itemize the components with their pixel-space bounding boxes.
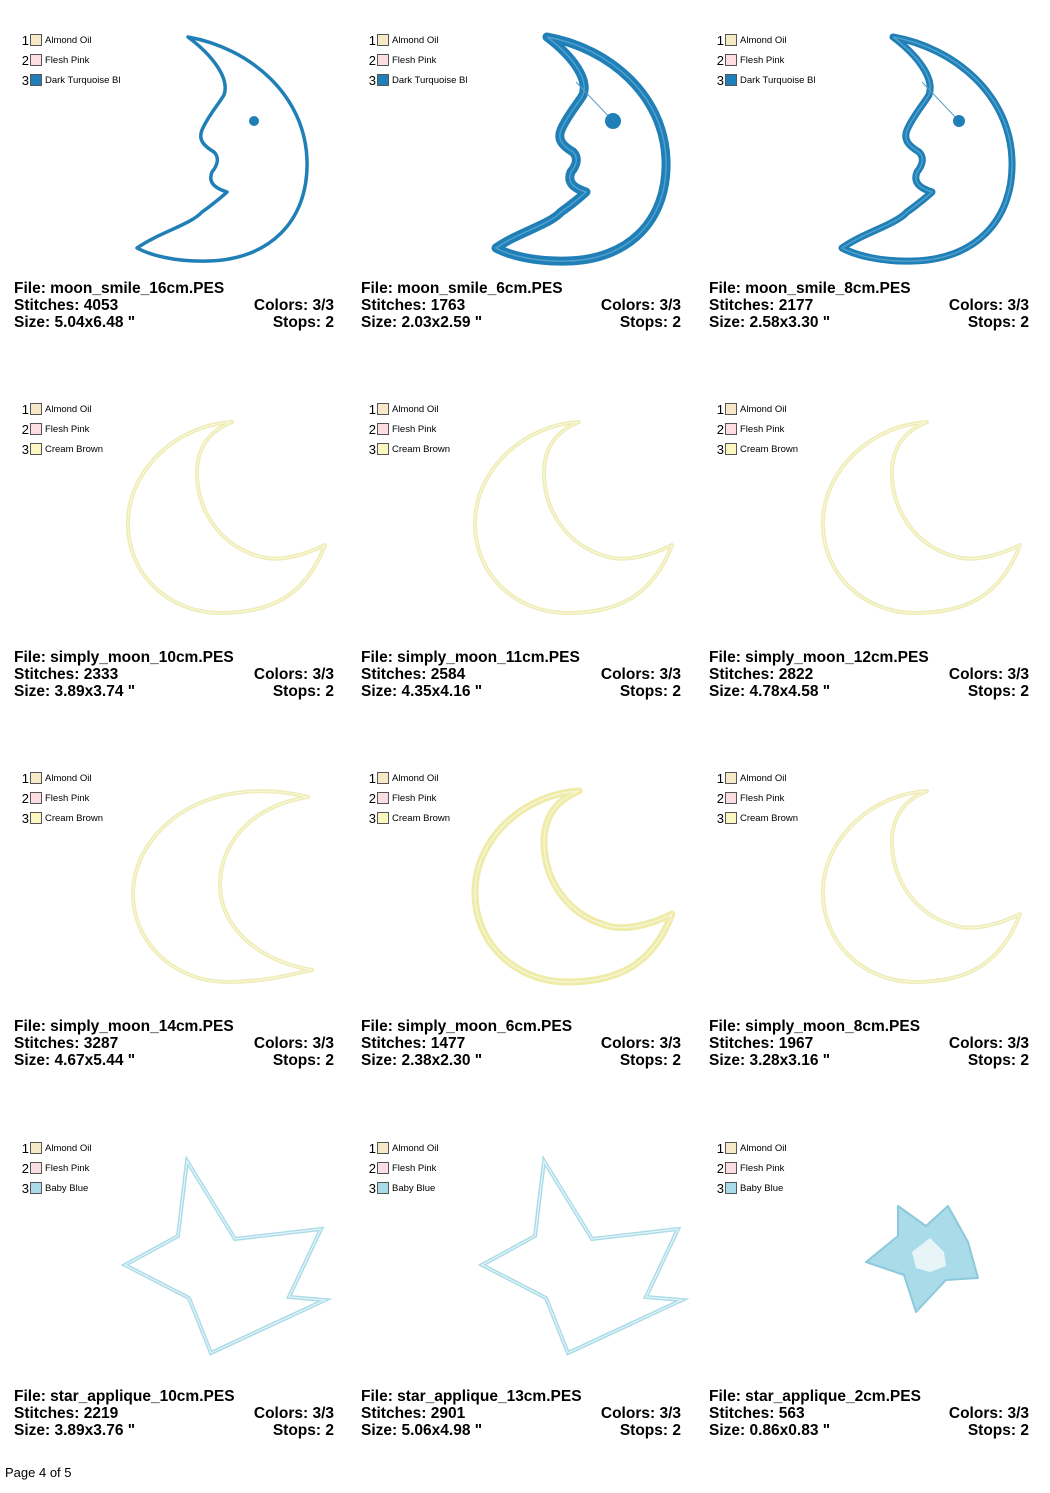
design-size: Size: 2.58x3.30 " — [709, 314, 831, 331]
info-stitches-row — [709, 1035, 1029, 1052]
thread-name: Dark Turquoise Bl — [392, 74, 468, 86]
thread-number: 2 — [21, 1160, 29, 1176]
stitch-count: Stitches: 4053 — [14, 297, 119, 314]
thread-legend — [366, 399, 450, 459]
thread-legend — [714, 768, 798, 828]
thread-name: Almond Oil — [45, 1142, 92, 1154]
thread-color-swatch — [377, 772, 389, 784]
file-name: File: simply_moon_6cm.PES — [361, 1018, 573, 1035]
thread-row — [366, 439, 450, 459]
design-card — [709, 1133, 1039, 1493]
thread-name: Almond Oil — [740, 772, 787, 784]
info-size-row — [361, 683, 681, 700]
thread-color-swatch — [377, 1162, 389, 1174]
thread-name: Almond Oil — [45, 772, 92, 784]
thread-color-swatch — [725, 423, 737, 435]
file-name: File: star_applique_10cm.PES — [14, 1388, 235, 1405]
thread-row — [366, 30, 468, 50]
thread-row — [366, 1158, 438, 1178]
thread-row — [19, 1158, 91, 1178]
info-file-row — [14, 649, 334, 666]
info-stitches-row — [14, 297, 334, 314]
thread-color-swatch — [725, 403, 737, 415]
thread-name: Almond Oil — [392, 403, 439, 415]
color-count: Colors: 3/3 — [600, 297, 681, 314]
thread-row — [19, 70, 121, 90]
design-info — [361, 280, 681, 331]
color-count: Colors: 3/3 — [948, 666, 1029, 683]
design-size: Size: 3.28x3.16 " — [709, 1052, 831, 1069]
design-size: Size: 3.89x3.76 " — [14, 1422, 136, 1439]
stop-count: Stops: 2 — [967, 1052, 1029, 1069]
thread-color-swatch — [725, 74, 737, 86]
info-file-row — [361, 1018, 681, 1035]
thread-name: Flesh Pink — [740, 423, 785, 435]
page-number: Page 4 of 5 — [5, 1465, 72, 1480]
thread-number: 3 — [368, 441, 376, 457]
info-size-row — [361, 1422, 681, 1439]
thread-row — [19, 768, 103, 788]
design-size: Size: 4.78x4.58 " — [709, 683, 831, 700]
thread-number: 1 — [716, 770, 724, 786]
thread-number: 3 — [21, 441, 29, 457]
design-info — [709, 280, 1029, 331]
stitch-count: Stitches: 2219 — [14, 1405, 119, 1422]
info-file-row — [709, 1388, 1029, 1405]
info-size-row — [709, 314, 1029, 331]
thread-number: 3 — [716, 1180, 724, 1196]
file-name: File: simply_moon_8cm.PES — [709, 1018, 921, 1035]
thread-row — [19, 419, 103, 439]
design-info — [361, 649, 681, 700]
file-name: File: moon_smile_6cm.PES — [361, 280, 563, 297]
thread-number: 1 — [21, 32, 29, 48]
stitch-count: Stitches: 1477 — [361, 1035, 466, 1052]
stop-count: Stops: 2 — [967, 1422, 1029, 1439]
color-count: Colors: 3/3 — [948, 1405, 1029, 1422]
thread-name: Almond Oil — [392, 34, 439, 46]
thread-color-swatch — [377, 74, 389, 86]
thread-name: Baby Blue — [740, 1182, 784, 1194]
design-size: Size: 2.03x2.59 " — [361, 314, 483, 331]
thread-color-swatch — [30, 54, 42, 66]
thread-color-swatch — [30, 443, 42, 455]
thread-number: 2 — [368, 790, 376, 806]
file-name: File: simply_moon_11cm.PES — [361, 649, 580, 666]
thread-row — [714, 808, 798, 828]
info-file-row — [709, 1018, 1029, 1035]
thread-row — [366, 399, 450, 419]
thread-color-swatch — [30, 1182, 42, 1194]
thread-color-swatch — [377, 423, 389, 435]
file-name: File: star_applique_13cm.PES — [361, 1388, 582, 1405]
thread-name: Almond Oil — [740, 1142, 787, 1154]
thread-row — [714, 30, 816, 50]
thread-number: 2 — [368, 1160, 376, 1176]
thread-color-swatch — [725, 1142, 737, 1154]
info-size-row — [709, 1422, 1029, 1439]
thread-color-swatch — [30, 403, 42, 415]
thread-row — [366, 808, 450, 828]
color-count: Colors: 3/3 — [948, 297, 1029, 314]
info-file-row — [361, 1388, 681, 1405]
thread-color-swatch — [30, 74, 42, 86]
thread-number: 1 — [21, 401, 29, 417]
stitch-count: Stitches: 2822 — [709, 666, 814, 683]
thread-number: 3 — [716, 72, 724, 88]
thread-legend — [366, 1138, 438, 1198]
thread-color-swatch — [725, 1162, 737, 1174]
thread-color-swatch — [30, 792, 42, 804]
color-count: Colors: 3/3 — [600, 1035, 681, 1052]
thread-color-swatch — [30, 1162, 42, 1174]
thread-number: 2 — [21, 421, 29, 437]
thread-row — [714, 1178, 786, 1198]
thread-legend — [366, 768, 450, 828]
info-file-row — [361, 649, 681, 666]
stitch-count: Stitches: 1967 — [709, 1035, 814, 1052]
thread-color-swatch — [725, 772, 737, 784]
thread-color-swatch — [377, 1182, 389, 1194]
thread-row — [366, 768, 450, 788]
stop-count: Stops: 2 — [272, 314, 334, 331]
thread-color-swatch — [725, 443, 737, 455]
thread-number: 2 — [716, 790, 724, 806]
stop-count: Stops: 2 — [619, 314, 681, 331]
thread-row — [366, 788, 450, 808]
thread-row — [19, 1138, 91, 1158]
thread-number: 1 — [716, 401, 724, 417]
thread-name: Flesh Pink — [392, 792, 437, 804]
thread-number: 1 — [368, 1140, 376, 1156]
stitch-count: Stitches: 1763 — [361, 297, 466, 314]
design-info — [14, 1388, 334, 1439]
thread-number: 3 — [716, 441, 724, 457]
design-info — [361, 1388, 681, 1439]
thread-name: Flesh Pink — [45, 54, 90, 66]
thread-color-swatch — [725, 812, 737, 824]
info-size-row — [709, 683, 1029, 700]
thread-name: Flesh Pink — [740, 54, 785, 66]
stop-count: Stops: 2 — [272, 1422, 334, 1439]
thread-row — [19, 788, 103, 808]
thread-number: 1 — [368, 770, 376, 786]
thread-color-swatch — [377, 812, 389, 824]
info-file-row — [14, 1018, 334, 1035]
info-size-row — [14, 1422, 334, 1439]
thread-color-swatch — [377, 1142, 389, 1154]
thread-number: 1 — [21, 770, 29, 786]
thread-name: Almond Oil — [45, 34, 92, 46]
thread-color-swatch — [725, 54, 737, 66]
thread-row — [714, 419, 798, 439]
info-stitches-row — [14, 666, 334, 683]
design-info — [14, 649, 334, 700]
info-file-row — [14, 1388, 334, 1405]
thread-color-swatch — [30, 34, 42, 46]
info-stitches-row — [709, 297, 1029, 314]
info-file-row — [709, 649, 1029, 666]
info-size-row — [14, 1052, 334, 1069]
thread-legend — [19, 399, 103, 459]
thread-row — [366, 1138, 438, 1158]
thread-number: 1 — [716, 1140, 724, 1156]
design-info — [709, 1388, 1029, 1439]
design-size: Size: 5.04x6.48 " — [14, 314, 136, 331]
stitch-count: Stitches: 2333 — [14, 666, 119, 683]
thread-name: Cream Brown — [45, 443, 104, 455]
info-stitches-row — [14, 1405, 334, 1422]
stitch-count: Stitches: 2901 — [361, 1405, 466, 1422]
info-size-row — [361, 1052, 681, 1069]
thread-row — [19, 50, 121, 70]
color-count: Colors: 3/3 — [253, 297, 334, 314]
thread-number: 1 — [21, 1140, 29, 1156]
design-card — [14, 763, 344, 1123]
thread-color-swatch — [30, 1142, 42, 1154]
thread-number: 2 — [368, 421, 376, 437]
thread-row — [714, 50, 816, 70]
design-size: Size: 3.89x3.74 " — [14, 683, 136, 700]
design-card — [709, 25, 1039, 385]
thread-color-swatch — [725, 792, 737, 804]
design-info — [14, 1018, 334, 1069]
thread-legend — [19, 1138, 91, 1198]
color-count: Colors: 3/3 — [253, 666, 334, 683]
thread-number: 2 — [368, 52, 376, 68]
design-size: Size: 2.38x2.30 " — [361, 1052, 483, 1069]
thread-number: 2 — [21, 790, 29, 806]
info-stitches-row — [14, 1035, 334, 1052]
stitch-count: Stitches: 3287 — [14, 1035, 119, 1052]
thread-color-swatch — [377, 792, 389, 804]
thread-name: Cream Brown — [740, 812, 799, 824]
thread-name: Almond Oil — [45, 403, 92, 415]
info-file-row — [361, 280, 681, 297]
info-file-row — [14, 280, 334, 297]
info-size-row — [709, 1052, 1029, 1069]
thread-legend — [19, 768, 103, 828]
design-info — [709, 649, 1029, 700]
thread-legend — [19, 30, 121, 90]
thread-color-swatch — [30, 423, 42, 435]
stop-count: Stops: 2 — [272, 1052, 334, 1069]
thread-name: Dark Turquoise Bl — [740, 74, 816, 86]
thread-number: 3 — [368, 72, 376, 88]
thread-number: 2 — [716, 1160, 724, 1176]
thread-row — [19, 30, 121, 50]
thread-name: Cream Brown — [45, 812, 104, 824]
thread-number: 1 — [368, 401, 376, 417]
thread-name: Flesh Pink — [740, 1162, 785, 1174]
thread-name: Cream Brown — [392, 812, 451, 824]
thread-color-swatch — [725, 34, 737, 46]
color-count: Colors: 3/3 — [948, 1035, 1029, 1052]
stitch-count: Stitches: 2584 — [361, 666, 466, 683]
thread-color-swatch — [725, 1182, 737, 1194]
thread-row — [714, 1158, 786, 1178]
design-card — [14, 394, 344, 754]
stitch-count: Stitches: 563 — [709, 1405, 805, 1422]
thread-color-swatch — [377, 443, 389, 455]
thread-legend — [714, 30, 816, 90]
thread-color-swatch — [377, 54, 389, 66]
thread-color-swatch — [377, 403, 389, 415]
design-info — [14, 280, 334, 331]
thread-name: Almond Oil — [392, 772, 439, 784]
design-card — [361, 763, 691, 1123]
thread-name: Cream Brown — [740, 443, 799, 455]
thread-name: Flesh Pink — [45, 1162, 90, 1174]
info-size-row — [14, 314, 334, 331]
thread-name: Flesh Pink — [392, 423, 437, 435]
thread-row — [714, 788, 798, 808]
stop-count: Stops: 2 — [967, 683, 1029, 700]
thread-row — [19, 808, 103, 828]
file-name: File: simply_moon_10cm.PES — [14, 649, 234, 666]
thread-name: Almond Oil — [740, 34, 787, 46]
design-card — [14, 1133, 344, 1493]
design-info — [709, 1018, 1029, 1069]
design-card — [361, 25, 691, 385]
thread-row — [714, 768, 798, 788]
thread-number: 1 — [368, 32, 376, 48]
stop-count: Stops: 2 — [619, 1422, 681, 1439]
thread-row — [19, 439, 103, 459]
thread-name: Flesh Pink — [740, 792, 785, 804]
thread-number: 3 — [21, 1180, 29, 1196]
thread-number: 3 — [368, 810, 376, 826]
info-stitches-row — [361, 297, 681, 314]
thread-number: 2 — [716, 52, 724, 68]
thread-number: 3 — [716, 810, 724, 826]
thread-name: Flesh Pink — [45, 792, 90, 804]
thread-row — [366, 1178, 438, 1198]
design-card — [709, 763, 1039, 1123]
file-name: File: moon_smile_8cm.PES — [709, 280, 911, 297]
thread-legend — [714, 1138, 786, 1198]
thread-row — [19, 1178, 91, 1198]
info-stitches-row — [361, 666, 681, 683]
color-count: Colors: 3/3 — [253, 1035, 334, 1052]
thread-number: 2 — [716, 421, 724, 437]
thread-name: Cream Brown — [392, 443, 451, 455]
info-stitches-row — [709, 1405, 1029, 1422]
thread-legend — [366, 30, 468, 90]
info-size-row — [361, 314, 681, 331]
thread-number: 3 — [368, 1180, 376, 1196]
thread-row — [714, 439, 798, 459]
file-name: File: star_applique_2cm.PES — [709, 1388, 921, 1405]
thread-color-swatch — [377, 34, 389, 46]
file-name: File: simply_moon_12cm.PES — [709, 649, 929, 666]
thread-row — [19, 399, 103, 419]
thread-number: 3 — [21, 72, 29, 88]
design-card — [361, 1133, 691, 1493]
thread-row — [714, 399, 798, 419]
stop-count: Stops: 2 — [272, 683, 334, 700]
thread-row — [366, 419, 450, 439]
thread-name: Baby Blue — [392, 1182, 436, 1194]
thread-row — [366, 50, 468, 70]
color-count: Colors: 3/3 — [600, 666, 681, 683]
thread-name: Almond Oil — [392, 1142, 439, 1154]
design-size: Size: 4.35x4.16 " — [361, 683, 483, 700]
stitch-count: Stitches: 2177 — [709, 297, 814, 314]
design-card — [709, 394, 1039, 754]
thread-row — [714, 70, 816, 90]
thread-name: Flesh Pink — [392, 1162, 437, 1174]
color-count: Colors: 3/3 — [253, 1405, 334, 1422]
info-size-row — [14, 683, 334, 700]
design-size: Size: 0.86x0.83 " — [709, 1422, 831, 1439]
design-card — [361, 394, 691, 754]
info-file-row — [709, 280, 1029, 297]
info-stitches-row — [709, 666, 1029, 683]
thread-legend — [714, 399, 798, 459]
info-stitches-row — [361, 1405, 681, 1422]
color-count: Colors: 3/3 — [600, 1405, 681, 1422]
thread-name: Flesh Pink — [392, 54, 437, 66]
thread-color-swatch — [30, 812, 42, 824]
thread-color-swatch — [30, 772, 42, 784]
thread-number: 1 — [716, 32, 724, 48]
thread-row — [366, 70, 468, 90]
thread-name: Dark Turquoise Bl — [45, 74, 121, 86]
thread-name: Almond Oil — [740, 403, 787, 415]
thread-row — [714, 1138, 786, 1158]
design-size: Size: 4.67x5.44 " — [14, 1052, 136, 1069]
design-size: Size: 5.06x4.98 " — [361, 1422, 483, 1439]
file-name: File: moon_smile_16cm.PES — [14, 280, 225, 297]
thread-number: 3 — [21, 810, 29, 826]
info-stitches-row — [361, 1035, 681, 1052]
file-name: File: simply_moon_14cm.PES — [14, 1018, 234, 1035]
design-info — [361, 1018, 681, 1069]
design-card — [14, 25, 344, 385]
stop-count: Stops: 2 — [967, 314, 1029, 331]
stop-count: Stops: 2 — [619, 683, 681, 700]
thread-number: 2 — [21, 52, 29, 68]
thread-name: Flesh Pink — [45, 423, 90, 435]
thread-name: Baby Blue — [45, 1182, 89, 1194]
stop-count: Stops: 2 — [619, 1052, 681, 1069]
